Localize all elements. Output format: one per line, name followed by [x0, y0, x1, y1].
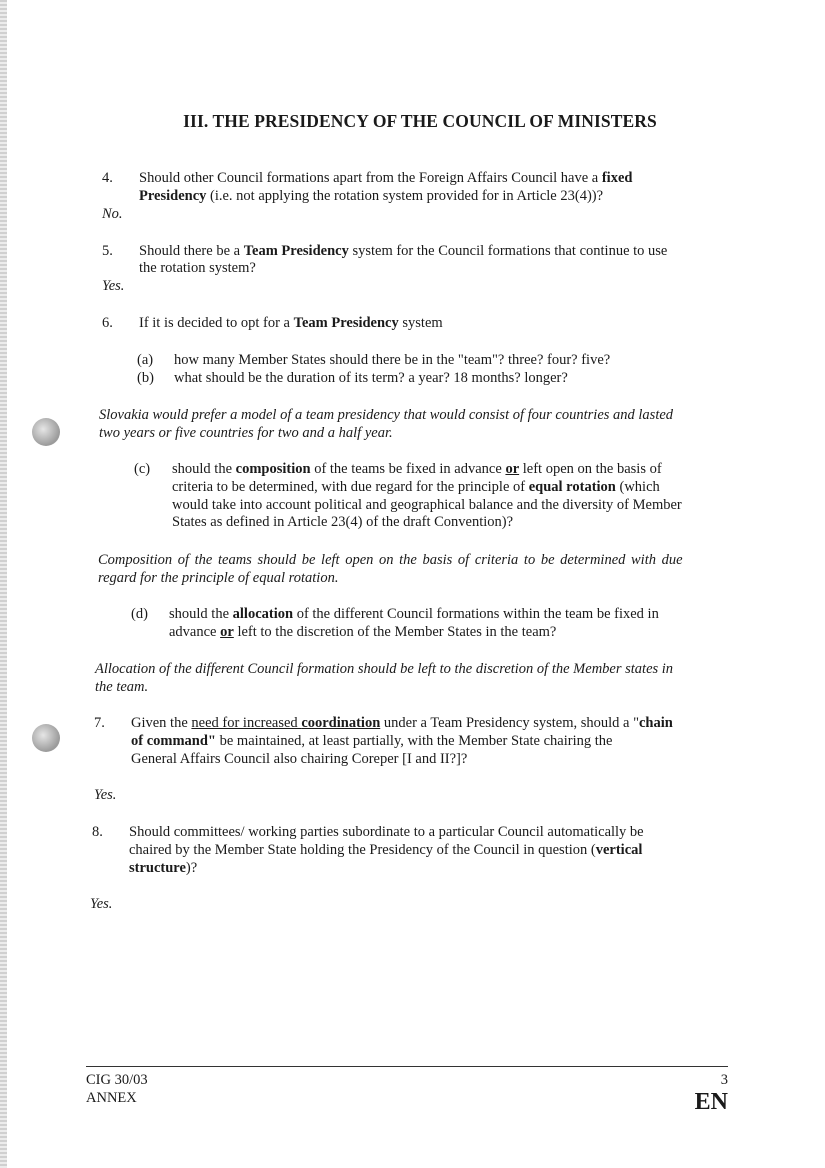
- section-heading: III. THE PRESIDENCY OF THE COUNCIL OF MINISTERS: [183, 111, 657, 131]
- sub-item-text: advance or left to the discretion of the Member States in the team?: [169, 624, 557, 640]
- sub-item-text: how many Member States should there be in the "team"? three? four? five?: [174, 352, 611, 368]
- punch-hole-top: [32, 418, 60, 446]
- question-text-line: Presidency (i.e. not applying the rotation system provided for in Article 23(4))?: [139, 188, 604, 204]
- question-text-line: of command" be maintained, at least partially, with the Member State chairing the: [131, 733, 613, 749]
- punch-hole-bottom: [32, 724, 60, 752]
- question-text-line: chaired by the Member State holding the Presidency of the Council in question (vertical: [129, 842, 643, 858]
- page-number: 3: [720, 1072, 728, 1088]
- answer-text: two years or five countries for two and a half year.: [99, 425, 393, 441]
- answer-text: Yes.: [94, 787, 117, 803]
- sub-item-text: would take into account political and geographical balance and the diversity of Member: [172, 497, 682, 513]
- sub-item-text: criteria to be determined, with due regard for the principle of equal rotation (which: [172, 479, 660, 495]
- question-text-line: Should committees/ working parties subordinate to a particular Council automatically be: [129, 824, 644, 840]
- question-number: 6.: [102, 315, 113, 331]
- annex-label: ANNEX: [86, 1090, 137, 1106]
- answer-text: Yes.: [90, 896, 113, 912]
- answer-text: Yes.: [102, 278, 125, 294]
- question-text-line: General Affairs Council also chairing Coreper [I and II?]?: [131, 751, 468, 767]
- question-text-line: Given the need for increased coordination under a Team Presidency system, should a "chain: [131, 715, 673, 731]
- question-text-line: Should there be a Team Presidency system for the Council formations that continue to use: [139, 243, 668, 259]
- sub-item-label: (d): [131, 606, 148, 622]
- answer-text: Allocation of the different Council formation should be left to the discretion of the Member states in: [95, 661, 674, 677]
- sub-item-text: what should be the duration of its term? a year? 18 months? longer?: [174, 370, 568, 386]
- question-number: 4.: [102, 170, 113, 186]
- sub-item-label: (a): [137, 352, 154, 368]
- document-reference: CIG 30/03: [86, 1072, 148, 1088]
- answer-text: the team.: [95, 679, 149, 695]
- question-text-line: If it is decided to opt for a Team Presidency system: [139, 315, 443, 331]
- answer-text: regard for the principle of equal rotation.: [98, 570, 339, 586]
- question-text-line: the rotation system?: [139, 260, 256, 276]
- question-text-line: structure)?: [129, 860, 198, 876]
- question-number: 8.: [92, 824, 103, 840]
- answer-text: Slovakia would prefer a model of a team presidency that would consist of four countries and lasted: [99, 407, 674, 423]
- sub-item-text: States as defined in Article 23(4) of the draft Convention)?: [172, 514, 514, 530]
- answer-text: No.: [102, 206, 123, 222]
- sub-item-label: (c): [134, 461, 151, 477]
- sub-item-text: should the composition of the teams be fixed in advance or left open on the basis of: [172, 461, 662, 477]
- answer-text: Composition of the teams should be left open on the basis of criteria to be determined with due: [98, 552, 683, 568]
- language-code: EN: [694, 1089, 728, 1115]
- question-number: 5.: [102, 243, 113, 259]
- footer-rule: [86, 1066, 728, 1067]
- question-number: 7.: [94, 715, 105, 731]
- scan-edge: [0, 0, 7, 1168]
- sub-item-text: should the allocation of the different Council formations within the team be fixed in: [169, 606, 659, 622]
- sub-item-label: (b): [137, 370, 154, 386]
- question-text-line: Should other Council formations apart from the Foreign Affairs Council have a fixed: [139, 170, 633, 186]
